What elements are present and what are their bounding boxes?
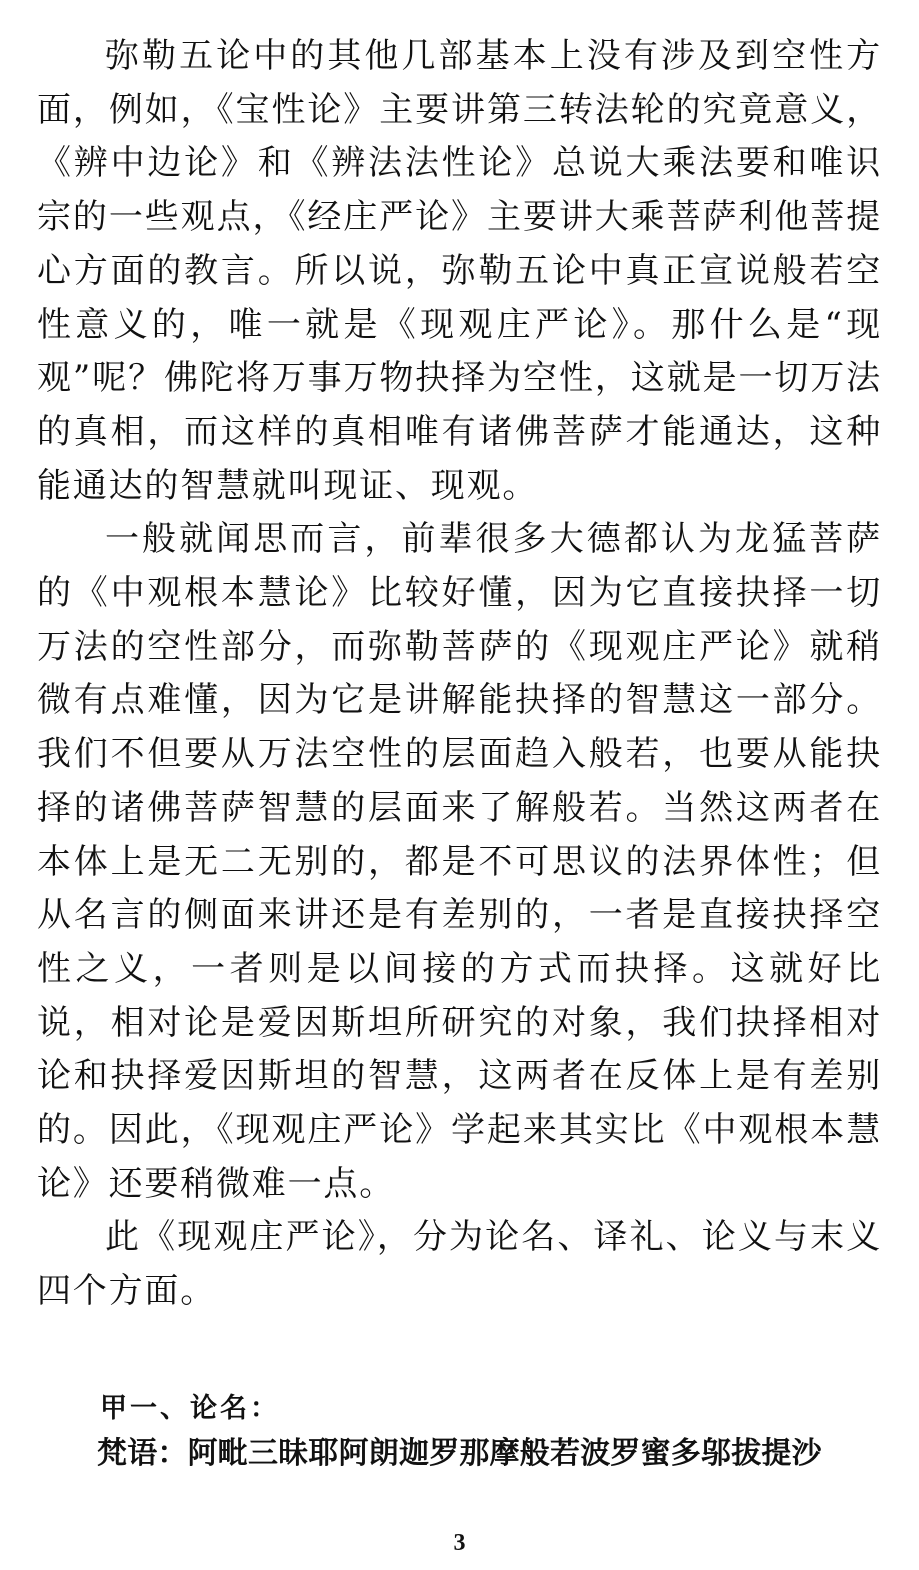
paragraph-3: 此《现观庄严论》，分为论名、译礼、论义与末义四个方面。 — [37, 1217, 882, 1312]
paragraph-2: 一般就闻思而言，前辈很多大德都认为龙猛菩萨的《中观根本慧论》比较好懂，因为它直接抉择一切万法的空性部分，而弥勒菩萨的《现观庄严论》就稍微有点难懂，因为它是讲解能抉择的智慧这一部分。我们不但要从万法空性的层面趋入般若，也要从能抉择的诸佛菩萨智慧的层面来了解般若。当然这两者在本体上是无二无别的，都是不可思议的法界体性；但从名言的侧面来讲还是有差别的，一者是直接抉择空性之义，一者则是以间接的方式而抉择。这就好比说，相对论是爱因斯坦所研究的对象，我们抉择相对论和抉择爱因斯坦的智慧，这两者在反体上是有差别的。因此，《现观庄严论》学起来其实比《中观根本慧论》还要稍微难一点。 — [37, 519, 882, 1204]
section-heading: 甲一、论名： — [100, 1393, 280, 1424]
sanskrit-title-line: 梵语：阿毗三昧耶阿朗迦罗那摩般若波罗蜜多邬拔提沙 — [97, 1436, 822, 1471]
body-text — [37, 30, 882, 1319]
page-number: 3 — [453, 1530, 466, 1556]
paragraph-1: 弥勒五论中的其他几部基本上没有涉及到空性方面，例如，《宝性论》主要讲第三转法轮的究竟意义，《辨中边论》和《辨法法性论》总说大乘法要和唯识宗的一些观点，《经庄严论》主要讲大乘菩萨利他菩提心方面的教言。所以说，弥勒五论中真正宣说般若空性意义的，唯一就是《现观庄严论》。那什么是“现观”呢？佛陀将万事万物抉择为空性，这就是一切万法的真相，而这样的真相唯有诸佛菩萨才能通达，这种能通达的智慧就叫现证、现观。 — [37, 36, 882, 506]
